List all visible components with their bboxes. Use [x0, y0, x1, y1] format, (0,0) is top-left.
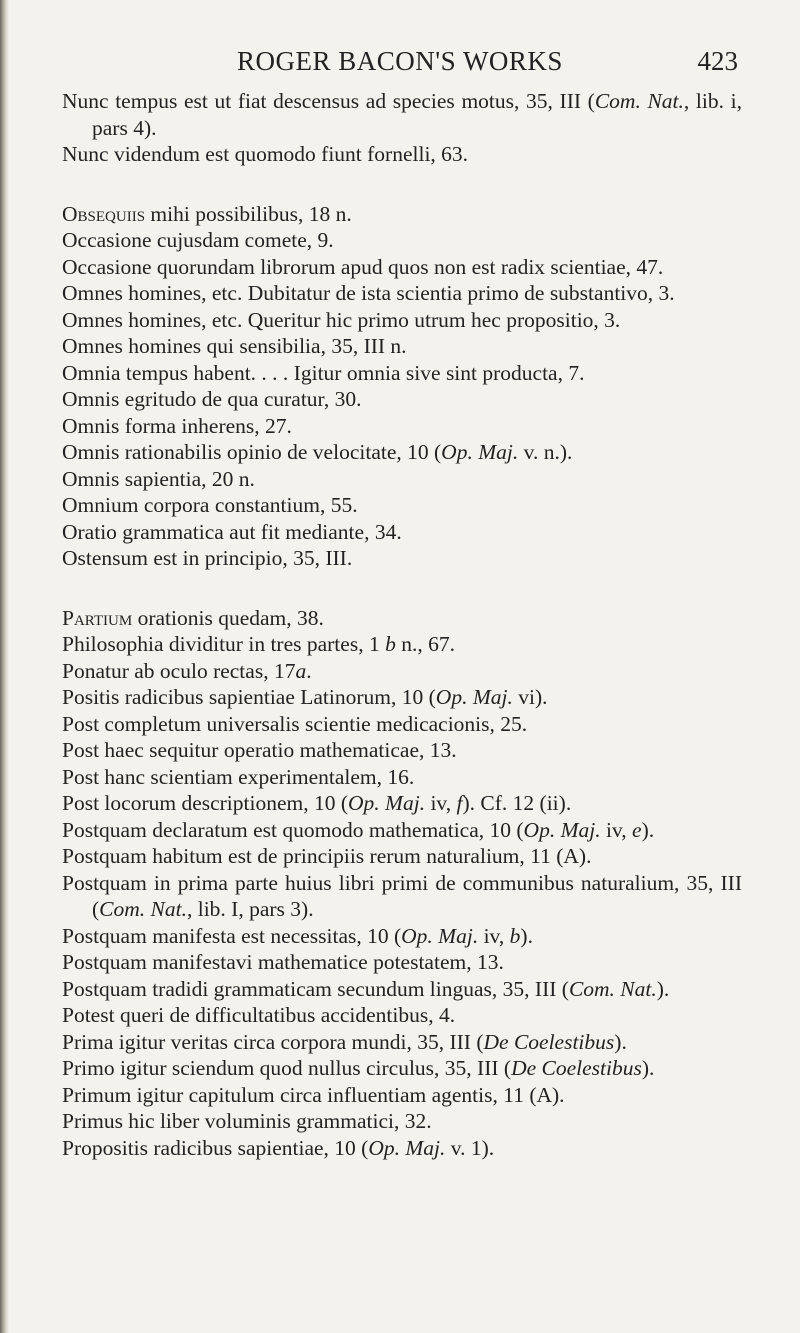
- entry-italic: Op. Maj.: [523, 817, 601, 842]
- index-group: [62, 605, 742, 1162]
- entry-italic: Op. Maj.: [348, 791, 426, 815]
- index-entry: [62, 413, 742, 440]
- entry-text: Post hanc scientiam experimentalem, 16.: [62, 764, 415, 789]
- page-header: [0, 44, 800, 80]
- entry-text: orationis quedam, 38.: [132, 605, 324, 630]
- index-entry: [62, 949, 742, 976]
- running-head: ROGER BACON'S WORKS: [237, 46, 563, 76]
- index-group: [62, 201, 742, 572]
- entry-text: Omnis forma inherens, 27.: [62, 413, 292, 438]
- index-entry: [62, 790, 742, 817]
- entry-text: Positis radicibus sapientiae Latinorum, 10 (: [62, 685, 436, 709]
- entry-text: Nunc videndum est quomodo fiunt fornelli, 63.: [62, 142, 469, 166]
- index-entry: [62, 280, 742, 307]
- entry-text: ).: [641, 1056, 655, 1080]
- entry-text: Omnia tempus habent. . . . Igitur omnia sive sint producta, 7.: [62, 360, 585, 385]
- entry-text: Postquam in prima parte huius libri primi de communibus naturalium, 35, III (: [62, 870, 742, 921]
- index-entry: [62, 307, 742, 334]
- entry-italic: Op. Maj.: [441, 440, 519, 464]
- entry-italic: De Coelestibus: [483, 1029, 615, 1054]
- entry-text: Omnes homines qui sensibilia, 35, III n.: [62, 334, 407, 358]
- index-entry: [62, 88, 742, 141]
- entry-text: Postquam tradidi grammaticam secundum linguas, 35, III (: [62, 976, 569, 1001]
- entry-text: vi).: [512, 685, 548, 709]
- index-entry: [62, 764, 742, 791]
- index-entry: [62, 605, 742, 632]
- index-entry: [62, 1082, 742, 1109]
- index-entry: [62, 684, 742, 711]
- entry-text: Postquam declaratum est quomodo mathematica, 10 (: [62, 817, 524, 842]
- entry-text: mihi possibilibus, 18 n.: [145, 201, 352, 226]
- index-entry: [62, 333, 742, 360]
- index-entry: [62, 254, 742, 281]
- entry-text: ). Cf. 12 (ii).: [462, 791, 572, 815]
- entry-text: Oratio grammatica aut fit mediante, 34.: [62, 519, 402, 544]
- entry-text: v. 1).: [445, 1135, 495, 1160]
- entry-text: ).: [641, 817, 655, 842]
- entry-italic: b: [385, 632, 396, 656]
- page-number: 423: [697, 46, 738, 76]
- entry-small-caps: Partium: [62, 605, 133, 630]
- index-entry: [62, 201, 742, 228]
- entry-text: Primum igitur capitulum circa influentiam agentis, 11 (A).: [62, 1082, 565, 1107]
- entry-text: Post locorum descriptionem, 10 (: [62, 791, 349, 815]
- entry-text: iv,: [425, 791, 457, 815]
- entry-italic: Com. Nat.: [99, 897, 187, 921]
- entry-text: n., 67.: [395, 632, 455, 656]
- index-entry: [62, 1029, 742, 1056]
- index-group: [62, 88, 742, 168]
- index-entry: [62, 923, 742, 950]
- index-entry: [62, 545, 742, 572]
- entry-text: Primus hic liber voluminis grammatici, 32.: [62, 1109, 432, 1133]
- entry-text: iv,: [600, 817, 633, 842]
- index-entry: [62, 386, 742, 413]
- entry-text: Omnium corpora constantium, 55.: [62, 493, 358, 517]
- entry-italic: e: [632, 817, 642, 842]
- index-entry: [62, 466, 742, 493]
- entry-text: Omnes homines, etc. Dubitatur de ista scientia primo de substantivo, 3.: [62, 281, 675, 305]
- entry-italic: Com. Nat.: [594, 89, 684, 113]
- index-entry: [62, 711, 742, 738]
- index-entry: [62, 658, 742, 685]
- entry-text: Propositis radicibus sapientiae, 10 (: [62, 1135, 369, 1160]
- entry-text: Primo igitur sciendum quod nullus circulus, 35, III (: [62, 1056, 512, 1080]
- index-entry: [62, 141, 742, 168]
- entry-text: Prima igitur veritas circa corpora mundi, 35, III (: [62, 1029, 484, 1054]
- entry-text: Postquam habitum est de principiis rerum naturalium, 11 (A).: [62, 844, 592, 868]
- entry-text: Potest queri de difficultatibus accidentibus, 4.: [62, 1003, 456, 1027]
- index-entry: [62, 360, 742, 387]
- entry-text: , lib. I, pars 3).: [186, 897, 314, 921]
- index-entry: [62, 1055, 742, 1082]
- entry-text: Omnis sapientia, 20 n.: [62, 466, 255, 491]
- entry-text: ).: [656, 976, 670, 1001]
- entry-text: Philosophia dividitur in tres partes, 1: [62, 632, 386, 656]
- entry-italic: f: [456, 791, 463, 815]
- entry-text: iv,: [478, 923, 510, 948]
- entry-italic: a: [295, 658, 307, 683]
- entry-text: v. n.).: [518, 440, 573, 464]
- index-entry: [62, 737, 742, 764]
- entry-text: Ostensum est in principio, 35, III.: [62, 546, 353, 570]
- entry-text: Post haec sequitur operatio mathematicae, 13.: [62, 738, 457, 762]
- entry-text: Nunc tempus est ut fiat descensus ad species motus, 35, III (: [62, 89, 595, 113]
- index-entry: [62, 519, 742, 546]
- index-entry: [62, 492, 742, 519]
- entry-text: ).: [614, 1029, 627, 1054]
- index-entry: [62, 870, 742, 923]
- index-entry: [62, 976, 742, 1003]
- entry-text: Postquam manifestavi mathematice potestatem, 13.: [62, 950, 504, 974]
- entry-text: Omnis egritudo de qua curatur, 30.: [62, 387, 362, 411]
- entry-text: Omnes homines, etc. Queritur hic primo utrum hec propositio, 3.: [62, 307, 621, 332]
- index-entry: [62, 439, 742, 466]
- entry-text: ).: [520, 923, 533, 948]
- entry-text: Postquam manifesta est necessitas, 10 (: [62, 923, 402, 948]
- entry-text: .: [306, 658, 312, 683]
- index-entry: [62, 1002, 742, 1029]
- entry-italic: Op. Maj.: [368, 1135, 446, 1160]
- entry-italic: Op. Maj.: [401, 923, 479, 948]
- entry-text: Omnis rationabilis opinio de velocitate, 10 (: [62, 440, 442, 464]
- index-entry: [62, 1135, 742, 1162]
- index-entry: [62, 227, 742, 254]
- entry-text: Post completum universalis scientie medicacionis, 25.: [62, 711, 528, 736]
- index-entry: [62, 843, 742, 870]
- entry-small-caps: Obsequiis: [62, 201, 146, 226]
- entry-text: Occasione cujusdam comete, 9.: [62, 228, 334, 252]
- index-body: [62, 88, 742, 1161]
- entry-italic: Com. Nat.: [568, 976, 657, 1001]
- entry-text: Occasione quorundam librorum apud quos non est radix scientiae, 47.: [62, 254, 664, 279]
- index-entry: [62, 817, 742, 844]
- entry-italic: Op. Maj.: [435, 685, 513, 709]
- entry-text: , lib. i, pars 4).: [92, 89, 742, 140]
- index-entry: [62, 631, 742, 658]
- index-entry: [62, 1108, 742, 1135]
- entry-text: Ponatur ab oculo rectas, 17: [62, 658, 296, 683]
- entry-italic: b: [509, 923, 521, 948]
- entry-italic: De Coelestibus: [511, 1056, 642, 1080]
